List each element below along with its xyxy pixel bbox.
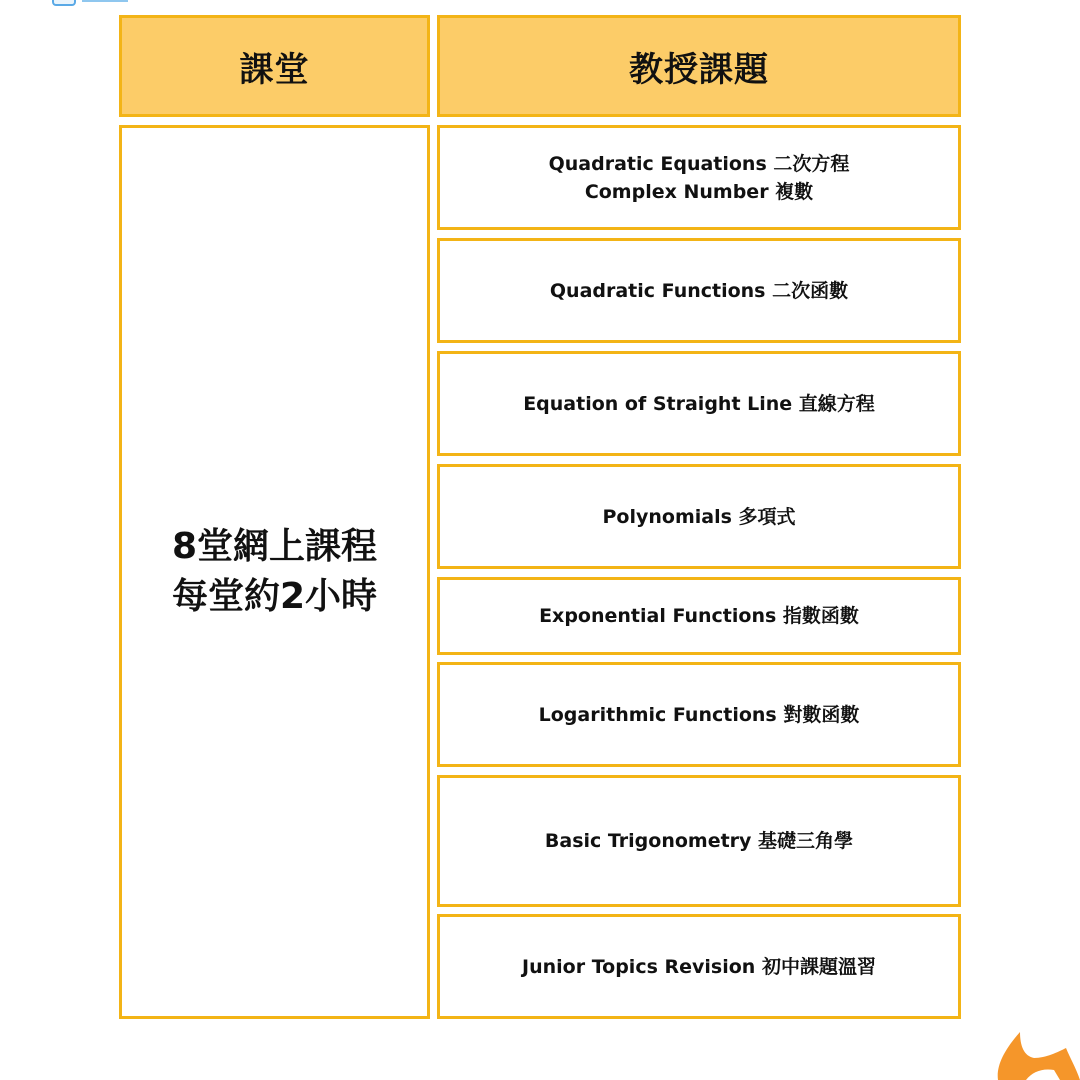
lesson-count-text: 8堂網上課程 [171, 526, 378, 567]
lesson-info-cell [119, 125, 430, 1019]
topic-cell-straight-line [437, 351, 961, 456]
topic-column-header: 教授課題 [437, 15, 961, 117]
topic-text: Equation of Straight Line 直線方程 [523, 392, 875, 415]
topic-text: Quadratic Functions 二次函數 [549, 279, 849, 302]
topic-cell-exponential-functions [437, 577, 961, 655]
topic-cell-junior-revision [437, 914, 961, 1019]
topic-text: Logarithmic Functions 對數函數 [538, 703, 860, 726]
decorative-corner-shape [990, 1028, 1080, 1080]
topic-text: Exponential Functions 指數函數 [539, 605, 859, 627]
top-decorative-strip [82, 0, 128, 2]
topic-cell-polynomials [437, 464, 961, 569]
topic-text: Basic Trigonometry 基礎三角學 [544, 830, 854, 852]
document-icon [52, 0, 76, 6]
topic-cell-quadratic-equations [437, 125, 961, 230]
topic-cell-basic-trigonometry [437, 775, 961, 907]
topic-cell-quadratic-functions [437, 238, 961, 343]
lesson-duration-text: 每堂約2小時 [171, 576, 378, 617]
topic-text: Complex Number 複數 [584, 180, 814, 203]
lesson-column-header: 課堂 [119, 15, 430, 117]
topic-text: Junior Topics Revision 初中課題溫習 [522, 955, 876, 978]
topic-text: Quadratic Equations 二次方程 [548, 152, 850, 175]
topic-text: Polynomials 多項式 [602, 505, 796, 528]
topic-cell-logarithmic-functions [437, 662, 961, 767]
